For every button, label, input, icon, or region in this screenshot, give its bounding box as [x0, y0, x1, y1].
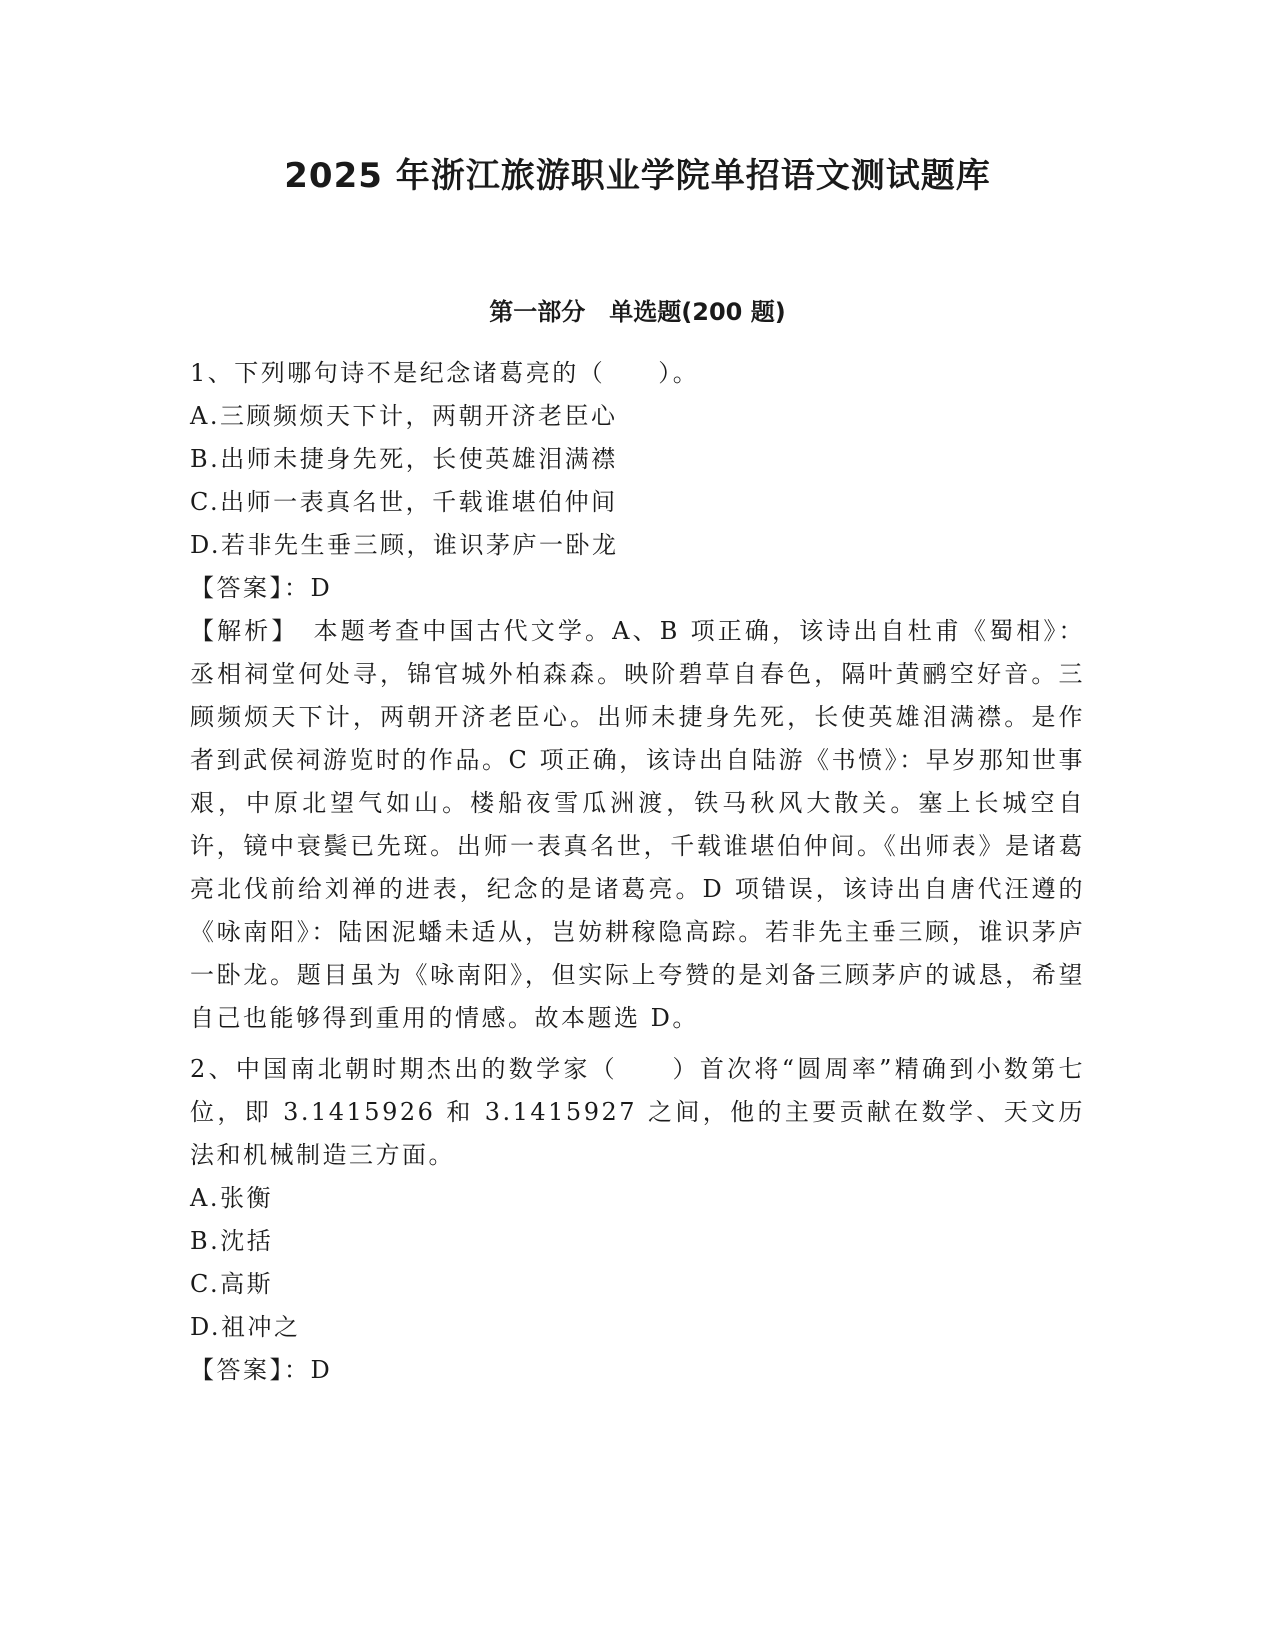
- option-d: D.祖冲之: [190, 1313, 301, 1341]
- option-b: B.出师未捷身先死，长使英雄泪满襟: [190, 445, 618, 473]
- option-a: A.张衡: [190, 1184, 273, 1212]
- option-a: A.三顾频烦天下计，两朝开济老臣心: [190, 402, 618, 430]
- option-c: C.高斯: [190, 1270, 274, 1298]
- question-1: [190, 352, 1085, 1040]
- question-2: [190, 1048, 1085, 1392]
- answer: 【答案】：D: [190, 574, 333, 602]
- question-list: [190, 352, 1085, 1400]
- analysis: 【解析】 本题考查中国古代文学。A、B 项正确，该诗出自杜甫《蜀相》：丞相祠堂何处寻，锦官城外柏森森。映阶碧草自春色，隔叶黄鹂空好音。三顾频烦天下计，两朝开济老臣心。出师未捷身先死，长使英雄泪满襟。是作者到武侯祠游览时的作品。C 项正确，该诗出自陆游《书愤》：早岁那知世事艰，中原北望气如山。楼船夜雪瓜洲渡，铁马秋风大散关。塞上长城空自许，镜中衰鬓已先斑。出师一表真名世，千载谁堪伯仲间。《出师表》是诸葛亮北伐前给刘禅的进表，纪念的是诸葛亮。D 项错误，该诗出自唐代汪遵的《咏南阳》：陆困泥蟠未适从，岂妨耕稼隐高踪。若非先主垂三顾，谁识茅庐一卧龙。题目虽为《咏南阳》，但实际上夸赞的是刘备三顾茅庐的诚恳，希望自己也能够得到重用的情感。故本题选 D。: [190, 617, 1085, 1032]
- section-title: 第一部分 单选题(200 题): [489, 298, 786, 326]
- document-title: 2025 年浙江旅游职业学院单招语文测试题库: [284, 156, 991, 196]
- option-b: B.沈括: [190, 1227, 274, 1255]
- question-stem: 1、下列哪句诗不是纪念诸葛亮的（ ）。: [190, 359, 700, 387]
- option-c: C.出师一表真名世，千载谁堪伯仲间: [190, 488, 618, 516]
- answer: 【答案】：D: [190, 1356, 333, 1384]
- question-stem: 2、中国南北朝时期杰出的数学家（ ）首次将“圆周率”精确到小数第七位，即 3.1415926 和 3.1415927 之间，他的主要贡献在数学、天文历法和机械制造三方面。: [190, 1055, 1085, 1169]
- option-d: D.若非先生垂三顾，谁识茅庐一卧龙: [190, 531, 619, 559]
